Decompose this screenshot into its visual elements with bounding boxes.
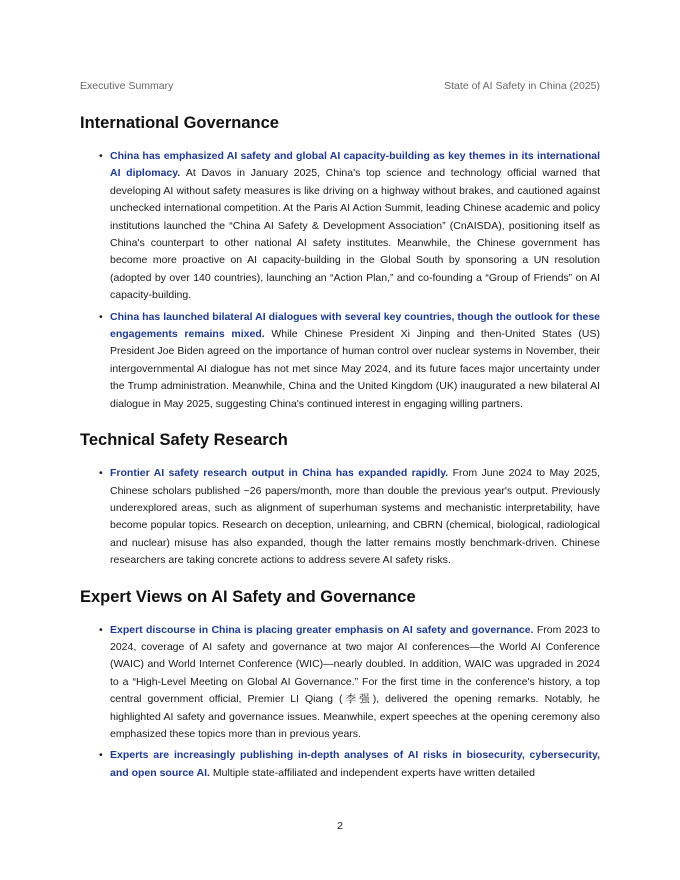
bullet-body: While Chinese President Xi Jinping and then-United States (US) President Joe Biden agreed on the importance of human control over nuclear systems in November, their intergovernmental AI dialogue has not met since May 2024, and its future faces major uncertainty under the Trump administration. Meanwhile, China and the United Kingdom (UK) inaugurated a new bilateral AI dialogue in May 2025, suggesting China's continued interest in engaging willing partners. (110, 328, 600, 410)
bullet-lead: China has launched bilateral AI dialogues with several key countries, though the outlook for these engagements remains mixed. (110, 310, 600, 341)
bullet-item (80, 309, 600, 413)
bullet-list (80, 148, 600, 413)
bullet-body: At Davos in January 2025, China's top science and technology official warned that developing AI without safety measures is like driving on a highway without brakes, and cautioned against unchecked international competition. At the Paris AI Action Summit, leading Chinese academic and policy institutions launched the “China AI Safety & Development Association” (CnAISDA), positioning itself as China's counterpart to other national AI safety institutes. Meanwhile, the Chinese government has become more proactive on AI capacity-building in the Global South by sponsoring a UN resolution (adopted by over 140 countries), launching an “Action Plan,” and co-founding a “Group of Friends” on AI capacity-building. (110, 167, 600, 302)
bullet-body: From June 2024 to May 2025, Chinese scholars published ~26 papers/month, more than double the previous year's output. Previously underexplored areas, such as alignment of superhuman systems and mechanistic interpretability, have become popular topics. Research on deception, unlearning, and CBRN (chemical, biological, radiological and nuclear) misuse has also expanded, though the latter remains mostly benchmark-driven. Chinese researchers are taking concrete actions to address severe AI safety risks. (110, 467, 600, 567)
bullet-list (80, 622, 600, 783)
header-right: State of AI Safety in China (2025) (444, 80, 600, 92)
bullet-item (80, 622, 600, 744)
section-heading: International Governance (80, 114, 279, 132)
bullet-lead: China has emphasized AI safety and global AI capacity-building as key themes in its international AI diplomacy. (110, 150, 600, 180)
section-heading: Expert Views on AI Safety and Governance (80, 587, 416, 606)
header-left: Executive Summary (80, 80, 174, 92)
bullet-item (80, 148, 600, 305)
bullet-lead: Experts are increasingly publishing in-depth analyses of AI risks in biosecurity, cybersecurity, and open source AI. (110, 749, 600, 779)
bullet-item (80, 747, 600, 782)
bullet-icon: • (99, 310, 103, 323)
page-number: 2 (337, 820, 343, 832)
bullet-lead: Expert discourse in China is placing greater emphasis on AI safety and governance. (110, 623, 537, 636)
bullet-lead: Frontier AI safety research output in China has expanded rapidly. (110, 467, 453, 480)
bullet-icon: • (99, 623, 103, 636)
bullet-body: Multiple state-affiliated and independent experts have written detailed (212, 766, 535, 779)
section-heading: Technical Safety Research (80, 431, 288, 450)
bullet-icon: • (99, 749, 103, 762)
main-content (80, 114, 600, 806)
bullet-icon: • (99, 467, 103, 480)
bullet-body: From 2023 to 2024, coverage of AI safety and governance at two major AI conferences—the World AI Conference (WAIC) and World Internet Conference (WIC)—nearly doubled. In addition, WAIC was upgraded in 2024 to a “High-Level Meeting on Global AI Governance.” For the first time in the conference's history, a top central government official, Premier LI Qiang (李强), delivered the opening remarks. Notably, he highlighted AI safety and governance issues. Meanwhile, expert speeches at the opening ceremony also emphasized these topics more than in previous years. (110, 623, 600, 740)
bullet-item (80, 465, 600, 569)
running-header (80, 80, 600, 92)
bullet-list (80, 465, 600, 569)
bullet-icon: • (99, 150, 103, 162)
